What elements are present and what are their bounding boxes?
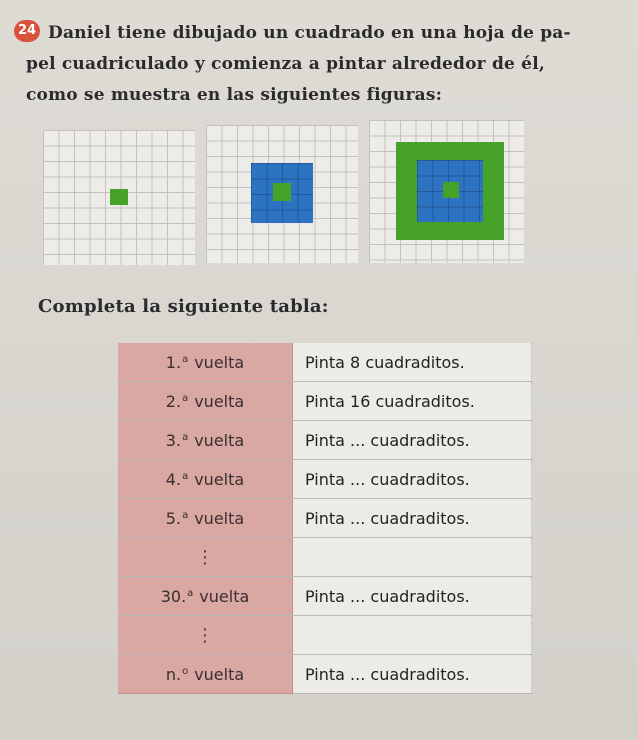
round-label-cell xyxy=(118,616,293,655)
grid-figure-1 xyxy=(43,130,195,265)
green-center-square xyxy=(443,182,459,198)
vueltas-table xyxy=(118,343,532,694)
round-label-cell xyxy=(118,460,293,499)
ordinal-suffix: a xyxy=(187,587,194,599)
grid-figure-3 xyxy=(369,120,524,263)
table-row xyxy=(118,421,532,460)
table-row xyxy=(118,460,532,499)
round-label-cell xyxy=(118,382,293,421)
round-word: vuelta xyxy=(194,430,245,450)
round-label-cell xyxy=(118,577,293,616)
round-number: n. xyxy=(165,664,182,684)
round-word: vuelta xyxy=(194,664,245,684)
round-word: vuelta xyxy=(194,508,245,528)
ordinal-suffix: a xyxy=(182,353,189,365)
table-row xyxy=(118,655,532,694)
statement-line: pel cuadriculado y comienza a pintar alrededor de él, xyxy=(26,54,545,74)
count-cell xyxy=(293,616,532,655)
problem-number-badge: 24 xyxy=(14,20,40,42)
table-row xyxy=(118,577,532,616)
count-cell[interactable]: Pinta ... cuadraditos. xyxy=(293,460,532,499)
round-number: 4. xyxy=(165,469,182,489)
table-instruction: Completa la siguiente tabla: xyxy=(38,296,329,317)
round-label-cell xyxy=(118,343,293,382)
round-number: 3. xyxy=(165,430,182,450)
ordinal-suffix: a xyxy=(182,470,189,482)
round-word: vuelta xyxy=(194,352,245,372)
round-label-cell xyxy=(118,421,293,460)
green-center-square xyxy=(273,183,291,201)
table-row xyxy=(118,343,532,382)
count-cell: Pinta 16 cuadraditos. xyxy=(293,382,532,421)
green-square xyxy=(110,189,128,205)
table-row xyxy=(118,499,532,538)
round-number: 30. xyxy=(160,586,187,606)
round-label-cell xyxy=(118,499,293,538)
round-word: vuelta xyxy=(199,586,250,606)
table-row xyxy=(118,538,532,577)
count-cell[interactable]: Pinta ... cuadraditos. xyxy=(293,499,532,538)
count-cell[interactable]: Pinta ... cuadraditos. xyxy=(293,577,532,616)
table-row xyxy=(118,382,532,421)
ordinal-suffix: a xyxy=(182,431,189,443)
round-word: vuelta xyxy=(194,469,245,489)
round-label-cell xyxy=(118,655,293,694)
ordinal-suffix: o xyxy=(182,665,189,677)
count-cell[interactable]: Pinta ... cuadraditos. xyxy=(293,421,532,460)
round-word: vuelta xyxy=(194,391,245,411)
round-label-cell xyxy=(118,538,293,577)
round-number: 1. xyxy=(165,352,182,372)
ordinal-suffix: a xyxy=(182,392,189,404)
count-cell: Pinta 8 cuadraditos. xyxy=(293,343,532,382)
statement-line: como se muestra en las siguientes figuras: xyxy=(26,85,443,105)
round-number: 5. xyxy=(165,508,182,528)
table-row xyxy=(118,616,532,655)
ellipsis-vertical: ⋮ xyxy=(196,546,214,568)
round-number: 2. xyxy=(165,391,182,411)
grid-figure-2 xyxy=(206,125,358,263)
ellipsis-vertical: ⋮ xyxy=(196,624,214,646)
statement-line: Daniel tiene dibujado un cuadrado en una hoja de pa- xyxy=(48,23,571,43)
ordinal-suffix: a xyxy=(182,509,189,521)
count-cell[interactable]: Pinta ... cuadraditos. xyxy=(293,655,532,694)
count-cell xyxy=(293,538,532,577)
